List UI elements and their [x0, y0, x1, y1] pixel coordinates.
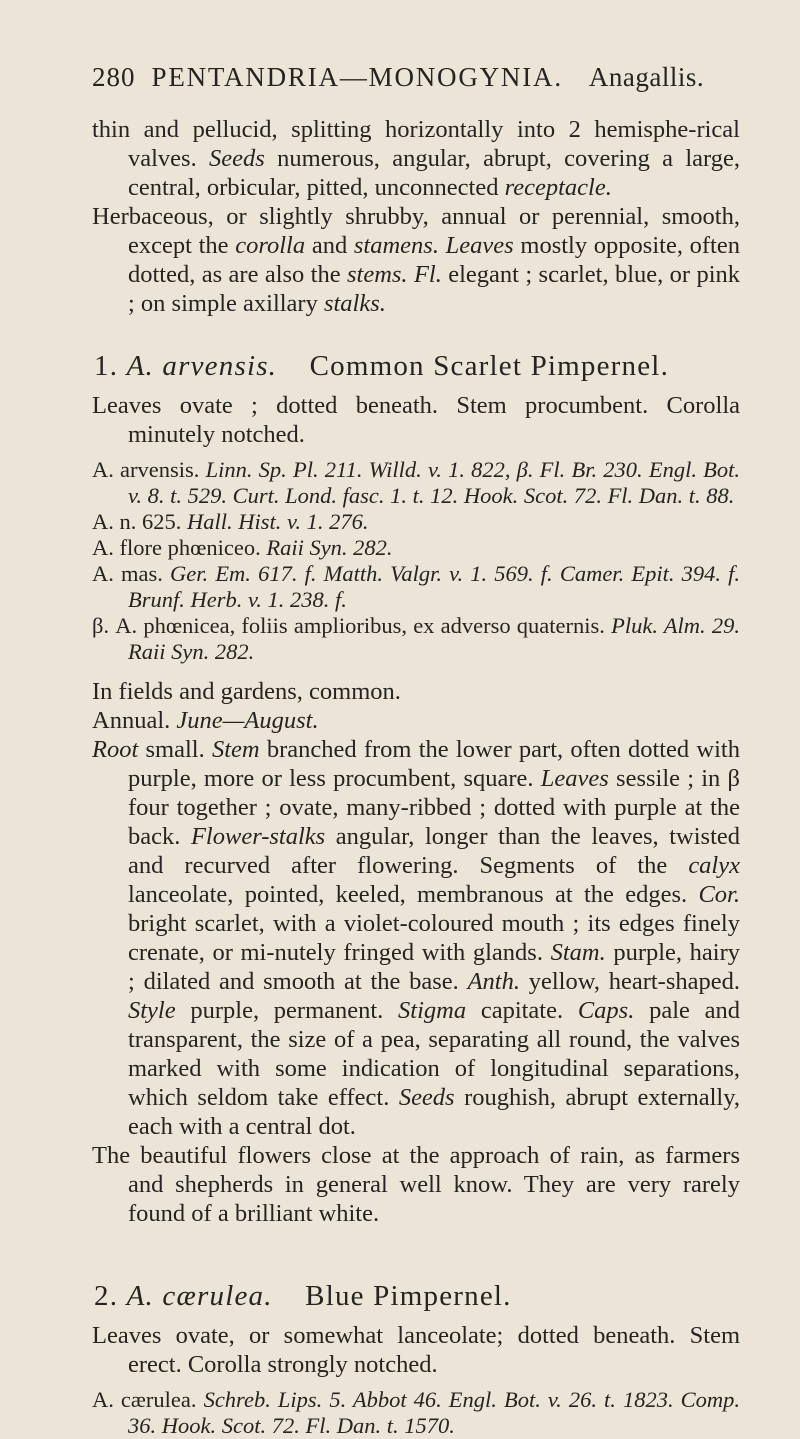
species-1-note: The beautiful flowers close at the approach of rain, as farmers and shepherds in general well know. They are very rarely found of a brilliant white.: [92, 1142, 740, 1227]
term: Caps.: [577, 997, 635, 1024]
habitat: In fields and gardens, common.: [92, 678, 401, 705]
text-run: elegant ; scarlet, blue, or pink ; on simple axillary: [128, 261, 741, 317]
term: Style: [128, 997, 176, 1024]
text-run: capitate.: [466, 997, 578, 1024]
text-run: purple, hairy ; dilated and smooth at the base.: [128, 939, 740, 995]
term: Seeds: [398, 1084, 455, 1111]
synonym-name: A. mas.: [92, 561, 163, 586]
term: Anth.: [467, 968, 520, 995]
text-run: mostly opposite, often dotted, as are also the: [128, 232, 740, 288]
running-head: [92, 62, 740, 93]
genus-description-habit: [92, 202, 740, 318]
term: calyx: [688, 852, 740, 879]
running-genus: Anagallis.: [588, 62, 705, 92]
text-run: [439, 232, 446, 259]
synonym-references: Schreb. Lips. 5. Abbot 46. Engl. Bot. v. 26. t. 1823. Comp. 36. Hook. Scot. 72. Fl. Dan. t. 1570.: [128, 1387, 740, 1438]
synonym-name: A. arvensis.: [92, 457, 200, 482]
synonym-references: Pluk. Alm. 29. Raii Syn. 282.: [128, 613, 741, 664]
species-1-heading: [94, 350, 740, 383]
synonym-entry: [92, 561, 740, 613]
species-number: 2.: [94, 1280, 119, 1312]
term-receptacle: receptacle.: [504, 174, 612, 201]
common-name: Blue Pimpernel.: [305, 1280, 512, 1312]
species-1-description: [92, 735, 740, 1141]
synonym-entry: [92, 509, 740, 535]
text-run: branched from the lower part, often dotted with purple, more or less procumbent, square.: [128, 736, 740, 792]
common-name: Common Scarlet Pimpernel.: [309, 350, 670, 382]
text-run: lanceolate, pointed, keeled, membranous at the edges.: [128, 881, 699, 908]
term-corolla: corolla: [235, 232, 306, 259]
flowering-months: June—August.: [176, 707, 319, 734]
running-title: PENTANDRIA—MONOGYNIA.: [151, 62, 563, 92]
text-run: roughish, abrupt externally, each with a central dot.: [128, 1084, 741, 1140]
term: Flower-stalks: [190, 823, 326, 850]
page-number: 280: [92, 62, 136, 92]
species-name: A. arvensis.: [126, 350, 278, 382]
text-run: purple, permanent.: [175, 997, 399, 1024]
text-run: angular, longer than the leaves, twisted and recurved after flowering. Segments of the: [128, 823, 741, 879]
synonym-name: A. flore phœniceo.: [92, 535, 261, 560]
text-run: and: [305, 232, 354, 259]
synonym-references: Raii Syn. 282.: [266, 535, 393, 560]
synonym-references: Ger. Em. 617. f. Matth. Valgr. v. 1. 569. f. Camer. Epit. 394. f. Brunf. Herb. v. 1. 238. f.: [128, 561, 740, 612]
text-run: sessile ; in β four together ; ovate, many-ribbed ; dotted with purple at the back.: [128, 765, 740, 850]
text-run: numerous, angular, abrupt, covering a large, central, orbicular, pitted, unconnected: [128, 145, 740, 201]
term: Leaves: [540, 765, 609, 792]
text-run: pale and transparent, the size of a pea, separating all round, the valves marked with some indication of longitudinal separations, which seldom take effect.: [128, 997, 740, 1111]
term-seeds: Seeds: [209, 145, 265, 172]
synonym-name: β. A. phœnicea, foliis amplioribus, ex adverso quaternis.: [92, 613, 605, 638]
synonym-entry: [92, 1387, 740, 1439]
species-2-diagnosis: Leaves ovate, or somewhat lanceolate; dotted beneath. Stem erect. Corolla strongly notched.: [92, 1322, 740, 1378]
term: Root: [92, 736, 139, 763]
synonym-entry: [92, 613, 740, 665]
species-number: 1.: [94, 350, 119, 382]
term: Stem: [211, 736, 260, 763]
term: Stigma: [398, 997, 467, 1024]
term-stamens: stamens.: [353, 232, 439, 259]
genus-description-capsule: [92, 115, 740, 202]
species-1-diagnosis: Leaves ovate ; dotted beneath. Stem procumbent. Corolla minutely notched.: [92, 392, 740, 448]
duration: [92, 706, 740, 735]
text-run: thin and pellucid, splitting horizontally into 2 hemisphe-rical valves.: [92, 116, 740, 172]
text-run: yellow, heart-shaped.: [519, 968, 740, 995]
term-fl: Fl.: [413, 261, 442, 288]
text-run: Herbaceous, or slightly shrubby, annual or perennial, smooth, except the: [92, 203, 740, 259]
synonym-name: A. cærulea.: [92, 1387, 197, 1412]
synonym-name: A. n. 625.: [92, 509, 182, 534]
term-stems: stems.: [346, 261, 408, 288]
species-2-heading: [94, 1280, 740, 1313]
duration-label: Annual.: [92, 707, 171, 734]
term: Cor.: [698, 881, 740, 908]
term: Stam.: [550, 939, 606, 966]
term-stalks: stalks.: [323, 290, 386, 317]
text-run: bright scarlet, with a violet-coloured mouth ; its edges finely crenate, or mi-nutely fringed with glands.: [128, 910, 740, 966]
text-run: small.: [138, 736, 212, 763]
synonym-entry: [92, 457, 740, 509]
synonym-entry: [92, 535, 740, 561]
synonym-references: Linn. Sp. Pl. 211. Willd. v. 1. 822, β. Fl. Br. 230. Engl. Bot. v. 8. t. 529. Curt. Lond. fasc. 1. t. 12. Hook. Scot. 72. Fl. Dan. t. 88.: [128, 457, 741, 508]
term-leaves: Leaves: [445, 232, 514, 259]
species-name: A. cærulea.: [126, 1280, 273, 1312]
synonym-references: Hall. Hist. v. 1. 276.: [187, 509, 369, 534]
